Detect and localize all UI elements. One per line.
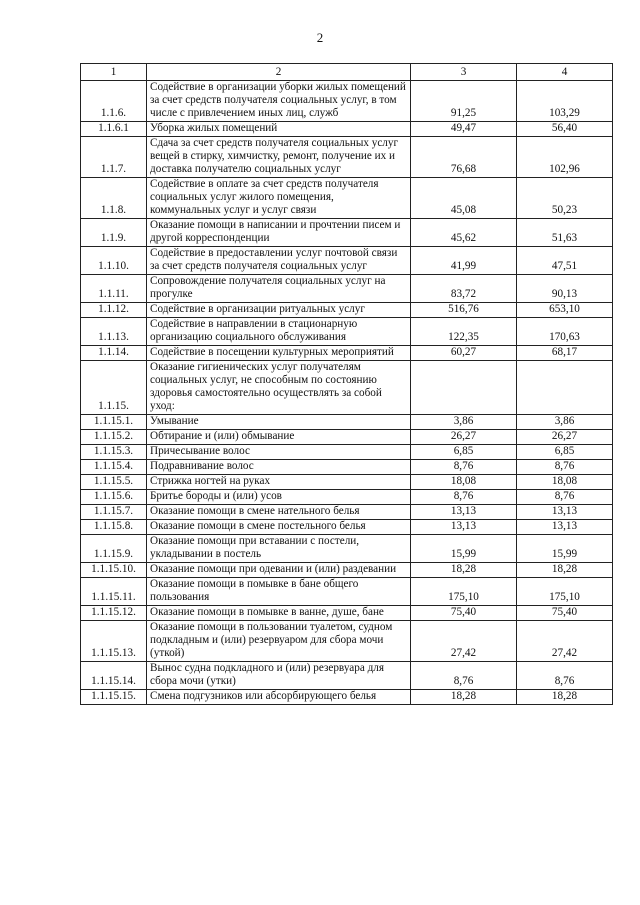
table-row [81,361,613,415]
table-row [81,81,613,122]
row-value-col3: 8,76 [411,662,517,690]
row-number: 1.1.15. [81,361,147,415]
row-value-col3: 75,40 [411,606,517,621]
row-value-col4: 170,63 [517,318,613,346]
row-service-name: Оказание помощи в написании и прочтении писем и другой корреспонденции [147,219,411,247]
row-service-name: Содействие в предоставлении услуг почтовой связи за счет средств получателя социальных услуг [147,247,411,275]
row-value-col4: 653,10 [517,303,613,318]
table-row [81,460,613,475]
row-value-col3: 60,27 [411,346,517,361]
row-value-col4: 68,17 [517,346,613,361]
page-number: 2 [316,30,324,45]
row-service-name: Содействие в направлении в стационарную организацию социального обслуживания [147,318,411,346]
row-service-name: Оказание помощи в смене нательного белья [147,505,411,520]
row-number: 1.1.15.15. [81,690,147,705]
row-number: 1.1.15.5. [81,475,147,490]
row-value-col4: 8,76 [517,490,613,505]
table-row [81,535,613,563]
table-row [81,621,613,662]
row-value-col3: 3,86 [411,415,517,430]
table-row [81,505,613,520]
row-value-col3: 18,28 [411,690,517,705]
row-service-name: Оказание гигиенических услуг получателям социальных услуг, не способным по состоянию здоровья самостоятельно осуществлять за собой уход: [147,361,411,415]
table-row [81,318,613,346]
table-row [81,662,613,690]
table-row [81,122,613,137]
row-number: 1.1.15.10. [81,563,147,578]
row-service-name: Умывание [147,415,411,430]
row-value-col3: 76,68 [411,137,517,178]
row-number: 1.1.15.6. [81,490,147,505]
row-value-col3: 18,28 [411,563,517,578]
row-value-col4: 18,08 [517,475,613,490]
row-number: 1.1.15.13. [81,621,147,662]
row-value-col3: 516,76 [411,303,517,318]
table-row [81,247,613,275]
row-value-col4: 90,13 [517,275,613,303]
row-service-name: Обтирание и (или) обмывание [147,430,411,445]
row-value-col4: 8,76 [517,460,613,475]
table-row [81,303,613,318]
table-row [81,275,613,303]
row-value-col3: 91,25 [411,81,517,122]
row-value-col4: 6,85 [517,445,613,460]
row-value-col3: 15,99 [411,535,517,563]
row-value-col4: 27,42 [517,621,613,662]
row-value-col3: 13,13 [411,505,517,520]
row-service-name: Подравнивание волос [147,460,411,475]
row-service-name: Оказание помощи при одевании и (или) раздевании [147,563,411,578]
row-value-col4: 51,63 [517,219,613,247]
header-col-2: 2 [147,64,411,81]
row-value-col3: 122,35 [411,318,517,346]
row-number: 1.1.15.14. [81,662,147,690]
row-service-name: Оказание помощи в помывке в бане общего пользования [147,578,411,606]
row-number: 1.1.15.2. [81,430,147,445]
row-value-col4: 47,51 [517,247,613,275]
table-row [81,445,613,460]
row-value-col4: 26,27 [517,430,613,445]
table-row [81,219,613,247]
row-value-col3: 175,10 [411,578,517,606]
row-number: 1.1.10. [81,247,147,275]
row-service-name: Оказание помощи при вставании с постели, укладывании в постель [147,535,411,563]
row-value-col4: 13,13 [517,520,613,535]
table-header-row [81,64,613,81]
row-value-col3: 18,08 [411,475,517,490]
row-service-name: Оказание помощи в помывке в ванне, душе, бане [147,606,411,621]
row-service-name: Оказание помощи в пользовании туалетом, судном подкладным и (или) резервуаром для сбора мочи (уткой) [147,621,411,662]
row-value-col3: 6,85 [411,445,517,460]
row-number: 1.1.15.11. [81,578,147,606]
table-row [81,578,613,606]
row-service-name: Сопровождение получателя социальных услуг на прогулке [147,275,411,303]
row-value-col3: 83,72 [411,275,517,303]
row-value-col3: 27,42 [411,621,517,662]
row-service-name: Стрижка ногтей на руках [147,475,411,490]
row-number: 1.1.6.1 [81,122,147,137]
row-number: 1.1.6. [81,81,147,122]
row-service-name: Содействие в посещении культурных мероприятий [147,346,411,361]
row-value-col4: 102,96 [517,137,613,178]
table-row [81,520,613,535]
header-col-1: 1 [81,64,147,81]
table-row [81,430,613,445]
table-row [81,178,613,219]
row-service-name: Причесывание волос [147,445,411,460]
row-value-col3: 13,13 [411,520,517,535]
row-value-col4: 56,40 [517,122,613,137]
row-number: 1.1.15.12. [81,606,147,621]
row-number: 1.1.14. [81,346,147,361]
row-service-name: Содействие в организации уборки жилых помещений за счет средств получателя социальных услуг, в том числе с привлечением иных лиц, служб [147,81,411,122]
row-number: 1.1.15.7. [81,505,147,520]
row-number: 1.1.11. [81,275,147,303]
row-value-col4: 175,10 [517,578,613,606]
row-service-name: Содействие в организации ритуальных услуг [147,303,411,318]
table-row [81,606,613,621]
row-service-name: Содействие в оплате за счет средств получателя социальных услуг жилого помещения, коммунальных услуг и услуг связи [147,178,411,219]
row-number: 1.1.15.1. [81,415,147,430]
row-number: 1.1.13. [81,318,147,346]
row-value-col3: 45,62 [411,219,517,247]
row-value-col4: 13,13 [517,505,613,520]
row-value-col3: 41,99 [411,247,517,275]
table-row [81,490,613,505]
row-value-col3: 49,47 [411,122,517,137]
row-value-col3: 26,27 [411,430,517,445]
row-number: 1.1.15.4. [81,460,147,475]
row-value-col4: 3,86 [517,415,613,430]
row-value-col4: 103,29 [517,81,613,122]
row-value-col4: 18,28 [517,563,613,578]
table-row [81,563,613,578]
row-value-col3: 8,76 [411,490,517,505]
table-row [81,690,613,705]
row-number: 1.1.9. [81,219,147,247]
tariff-table [80,63,613,705]
row-number: 1.1.7. [81,137,147,178]
table-row [81,415,613,430]
row-service-name: Оказание помощи в смене постельного белья [147,520,411,535]
row-value-col3: 45,08 [411,178,517,219]
header-col-4: 4 [517,64,613,81]
header-col-3: 3 [411,64,517,81]
row-value-col3 [411,361,517,415]
row-service-name: Сдача за счет средств получателя социальных услуг вещей в стирку, химчистку, ремонт, получение их и доставка получателю социальных услуг [147,137,411,178]
row-value-col4: 50,23 [517,178,613,219]
row-number: 1.1.8. [81,178,147,219]
table-row [81,346,613,361]
row-value-col4: 75,40 [517,606,613,621]
row-value-col4: 15,99 [517,535,613,563]
row-service-name: Смена подгузников или абсорбирующего белья [147,690,411,705]
table-row [81,137,613,178]
row-number: 1.1.15.3. [81,445,147,460]
row-number: 1.1.12. [81,303,147,318]
row-service-name: Уборка жилых помещений [147,122,411,137]
row-number: 1.1.15.9. [81,535,147,563]
row-value-col4: 8,76 [517,662,613,690]
row-value-col4 [517,361,613,415]
table-row [81,475,613,490]
row-value-col3: 8,76 [411,460,517,475]
row-service-name: Вынос судна подкладного и (или) резервуара для сбора мочи (утки) [147,662,411,690]
row-service-name: Бритье бороды и (или) усов [147,490,411,505]
row-value-col4: 18,28 [517,690,613,705]
row-number: 1.1.15.8. [81,520,147,535]
